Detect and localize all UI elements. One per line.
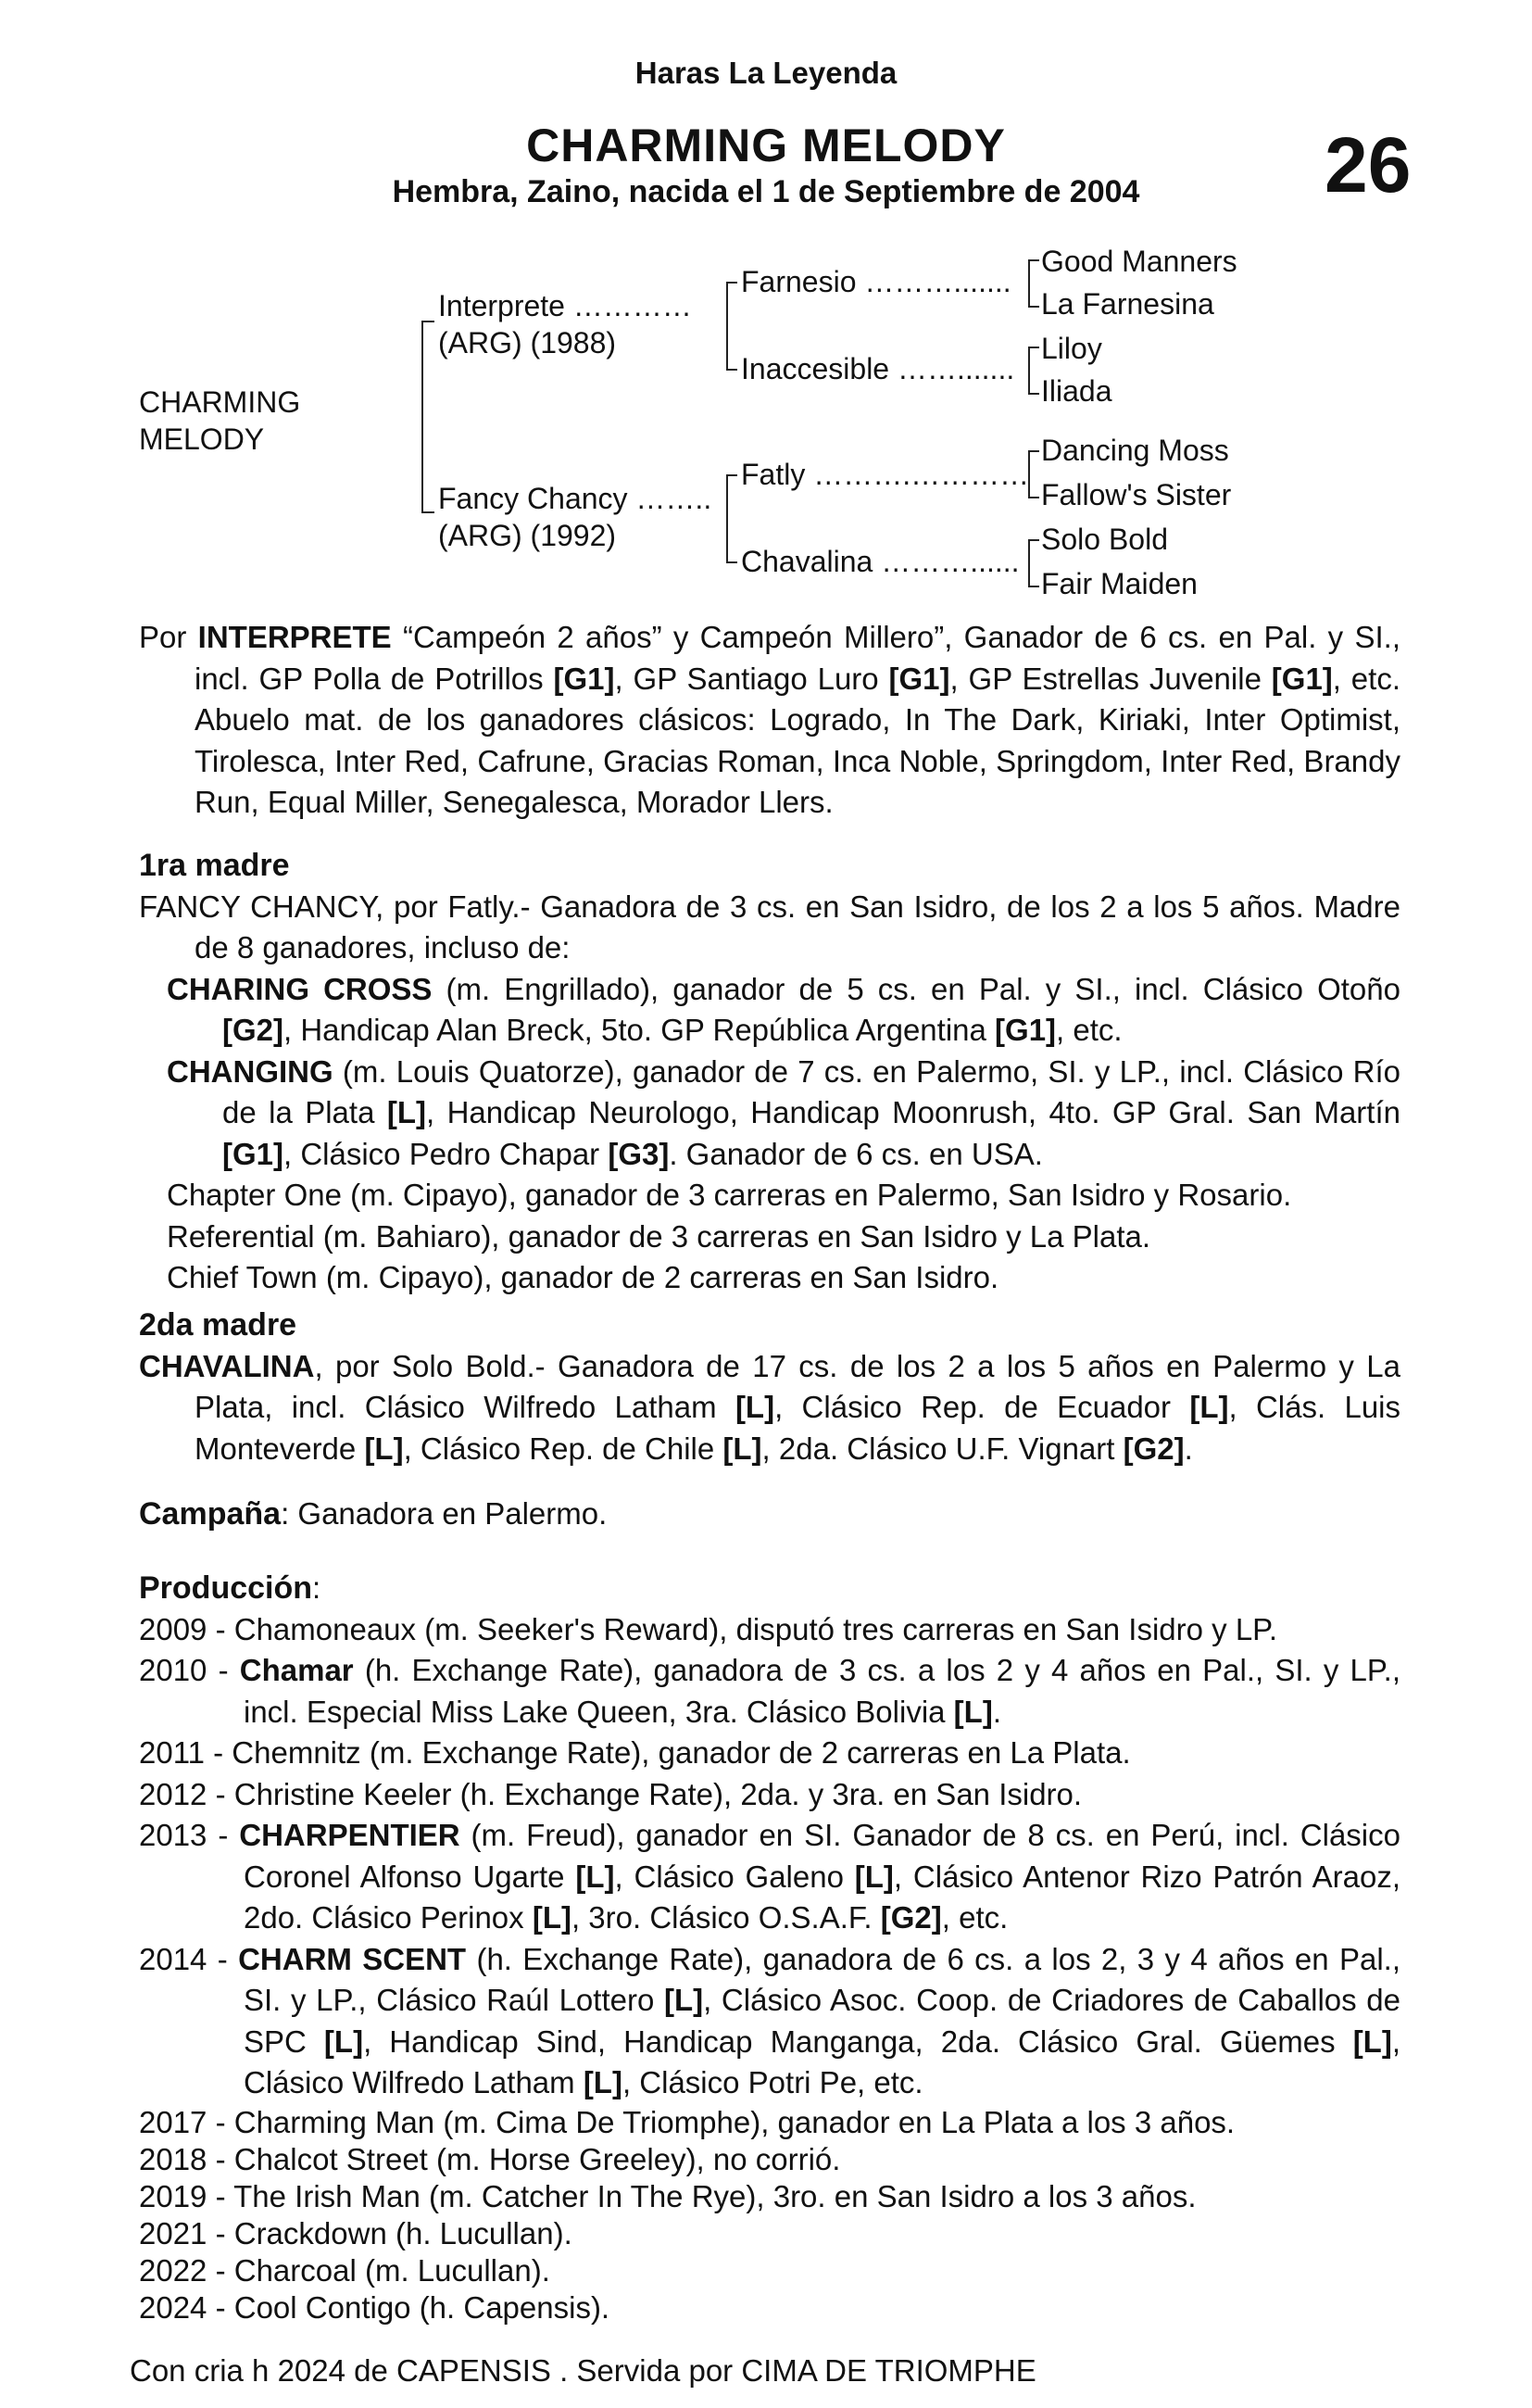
pedigree-ddd: Fair Maiden [1041,567,1198,600]
pedigree-sds: Liloy [1041,332,1102,365]
production-2013: 2013 - CHARPENTIER (m. Freud), ganador en SI. Ganador de 8 cs. en Perú, incl. Clásico Coronel Alfonso Ugarte [L], Clásico Galeno [L], Clásico Antenor Rizo Patrón Araoz, 2do. Clásico Perinox [L], 3ro. Clásico O.S.A.F. [G2], etc. [139,1818,1400,1935]
offspring-chief-town: Chief Town (m. Cipayo), ganador de 2 carreras en San Isidro. [167,1260,999,1294]
pedigree-chart [0,0,1532,611]
production-2010: 2010 - Chamar (h. Exchange Rate), ganadora de 3 cs. a los 2 y 4 años en Pal., SI. y LP., incl. Especial Miss Lake Queen, 3ra. Clásico Bolivia [L]. [139,1653,1400,1729]
production-2018: 2018 - Chalcot Street (m. Horse Greeley), no corrió. [139,2141,841,2176]
pedigree-sdd: Iliada [1041,374,1112,408]
production-2012: 2012 - Christine Keeler (h. Exchange Rate), 2da. y 3ra. en San Isidro. [139,1776,1083,1811]
pedigree-bracket-dam [726,474,737,563]
first-dam-section [139,845,1400,1299]
sire-paragraph: Por INTERPRETE “Campeón 2 años” y Campeón Millero”, Ganador de 6 cs. en Pal. y SI., incl. GP Polla de Potrillos [G1], GP Santiago Luro [G1], GP Estrellas Juvenile [G1], etc. Abuelo mat. de los ganadores clásicos: Logrado, In The Dark, Kiriaki, Inter Optimist, Tirolesca, Inter Red, Cafrune, Gracias Roman, Inca Noble, Springdom, Inter Red, Brandy Run, Equal Miller, Senegalesca, Morador Llers. [139,620,1400,819]
second-dam-text: CHAVALINA, por Solo Bold.- Ganadora de 17 cs. de los 2 a los 5 años en Palermo y La Plata, incl. Clásico Wilfredo Latham [L], Clásico Rep. de Ecuador [L], Clás. Luis Monteverde [L], Clásico Rep. de Chile [L], 2da. Clásico U.F. Vignart [G2]. [139,1348,1400,1466]
campaign-text: : Ganadora en Palermo. [281,1496,608,1531]
first-dam-heading: 1ra madre [139,848,290,883]
second-dam-section [139,1305,1400,1469]
second-dam-heading: 2da madre [139,1307,297,1343]
pedigree-bracket-sire [726,282,737,371]
pedigree-subject: CHARMING MELODY [139,385,301,456]
pedigree-dds: Solo Bold [1041,523,1168,556]
pedigree-dam-dam: Chavalina ………...... [741,545,1020,578]
offspring-changing: CHANGING (m. Louis Quatorze), ganador de 7 cs. en Palermo, SI. y LP., incl. Clásico Río de la Plata [L], Handicap Neurologo, Handicap Moonrush, 4to. GP Gral. San Martín [G1], Clásico Pedro Chapar [G3]. Ganador de 6 cs. en USA. [167,1053,1400,1171]
campaign-label: Campaña [139,1496,282,1532]
first-dam-intro: FANCY CHANCY, por Fatly.- Ganadora de 3 cs. en San Isidro, de los 2 a los 5 años. Madre de 8 ganadores, incluso de: [139,889,1400,964]
lot-number: 26 [1325,121,1412,208]
pedigree-bracket-ss [1028,259,1039,308]
production-2017: 2017 - Charming Man (m. Cima De Triomphe), ganador en La Plata a los 3 años. [139,2104,1236,2139]
pedigree-dam-sire: Fatly ……….………… [741,458,1030,491]
footer-note: Con cria h 2024 de CAPENSIS . Servida por CIMA DE TRIOMPHE [130,2353,1036,2388]
pedigree-sire-dam: Inaccesible ……....... [741,352,1015,385]
production-2014: 2014 - CHARM SCENT (h. Exchange Rate), ganadora de 6 cs. a los 2, 3 y 4 años en Pal., SI. y LP., Clásico Raúl Lottero [L], Clásico Asoc. Coop. de Criadores de Caballos de SPC [L], Handicap Sind, Handicap Manganga, 2da. Clásico Gral. Güemes [L], Clásico Wilfredo Latham [L], Clásico Potri Pe, etc. [139,1941,1400,2099]
pedigree-bracket-dd [1028,539,1039,587]
offspring-charing-cross: CHARING CROSS (m. Engrillado), ganador de 5 cs. en Pal. y SI., incl. Clásico Otoño [G2], Handicap Alan Breck, 5to. GP República Argentina [G1], etc. [167,971,1400,1047]
pedigree-bracket-ds [1028,450,1039,498]
pedigree-sss: Good Manners [1041,245,1237,278]
horse-name-title: CHARMING MELODY [526,120,1006,171]
production-2022: 2022 - Charcoal (m. Lucullan). [139,2252,550,2288]
pedigree-ssd: La Farnesina [1041,287,1214,321]
pedigree-bracket-gen1 [421,321,434,513]
pedigree-sire-sire: Farnesio ………....... [741,265,1011,298]
pedigree-dsd: Fallow's Sister [1041,478,1232,511]
sire-name: INTERPRETE [197,620,392,654]
farm-name: Haras La Leyenda [634,56,898,90]
offspring-chapter-one: Chapter One (m. Cipayo), ganador de 3 carreras en Palermo, San Isidro y Rosario. [167,1178,1292,1212]
horse-subtitle: Hembra, Zaino, nacida el 1 de Septiembre de 2004 [392,174,1140,209]
production-section: Producción: 2009 - Chamoneaux (m. Seeker's Reward), disputó tres carreras en San Isidro y LP. 2010 - Chamar (h. Exchange Rate), ganadora de 3 cs. a los 2 y 4 años en Pal., SI. y LP., incl. Especial Miss Lake Queen, 3ra. Clásico Bolivia [L]. 2011 - Chemnitz (m. Exchange Rate), ganador de 2 carreras en La Plata. 2012 - Christine Keeler (h. Exchange Rate), 2da. y 3ra. en San Isidro. 2013 - CHARPENTIER (m. Freud), ganador en SI. Ganador de 8 cs. en Perú, incl. Clásico Coronel Alfonso Ugarte [L], Clásico Galeno [L], Clásico Antenor Rizo Patrón Araoz, 2do. Clásico Perinox [L], 3ro. Clásico O.S.A.F. [G2], etc. 2014 - CHARM SCENT (h. Exchange Rate), ganadora de 6 cs. a los 2, 3 y 4 años en Pal., SI. y LP., Clásico Raúl Lottero [L], Clásico Asoc. Coop. de Criadores de Caballos de SPC [L], Handicap Sind, Handicap Manganga, 2da. Clásico Gral. Güemes [L], Clásico Wilfredo Latham [L], Clásico Potri Pe, etc. 2017 - Charming Man (m. Cima De Triomphe), ganador en La Plata a los 3 años. 2018 - Chalcot Street (m. Horse Greeley), no corrió. 2019 - The Irish Man (m. Catcher In The Rye), 3ro. en San Isidro a los 3 años. 2021 - Crackdown (h. Lucullan). 2022 - Charcoal (m. Lucullan). 2024 - Cool Contigo (h. Capensis). [139,1570,1400,2325]
production-2011: 2011 - Chemnitz (m. Exchange Rate), ganador de 2 carreras en La Plata. [139,1735,1131,1770]
pedigree-dss: Dancing Moss [1041,434,1229,467]
production-2024: 2024 - Cool Contigo (h. Capensis). [139,2289,610,2325]
production-label: Producción [139,1570,313,1606]
pedigree-dam: Fancy Chancy …….. (ARG) (1992) [438,482,712,552]
campaign-section [139,1494,1400,1535]
offspring-referential: Referential (m. Bahiaro), ganador de 3 carreras en San Isidro y La Plata. [167,1218,1151,1254]
pedigree-sire: Interprete ………… (ARG) (1988) [438,289,692,359]
production-2021: 2021 - Crackdown (h. Lucullan). [139,2215,572,2250]
pedigree-bracket-sd [1028,347,1039,395]
production-2019: 2019 - The Irish Man (m. Catcher In The Rye), 3ro. en San Isidro a los 3 años. [139,2178,1197,2213]
production-2009: 2009 - Chamoneaux (m. Seeker's Reward), disputó tres carreras en San Isidro y LP. [139,1611,1278,1646]
